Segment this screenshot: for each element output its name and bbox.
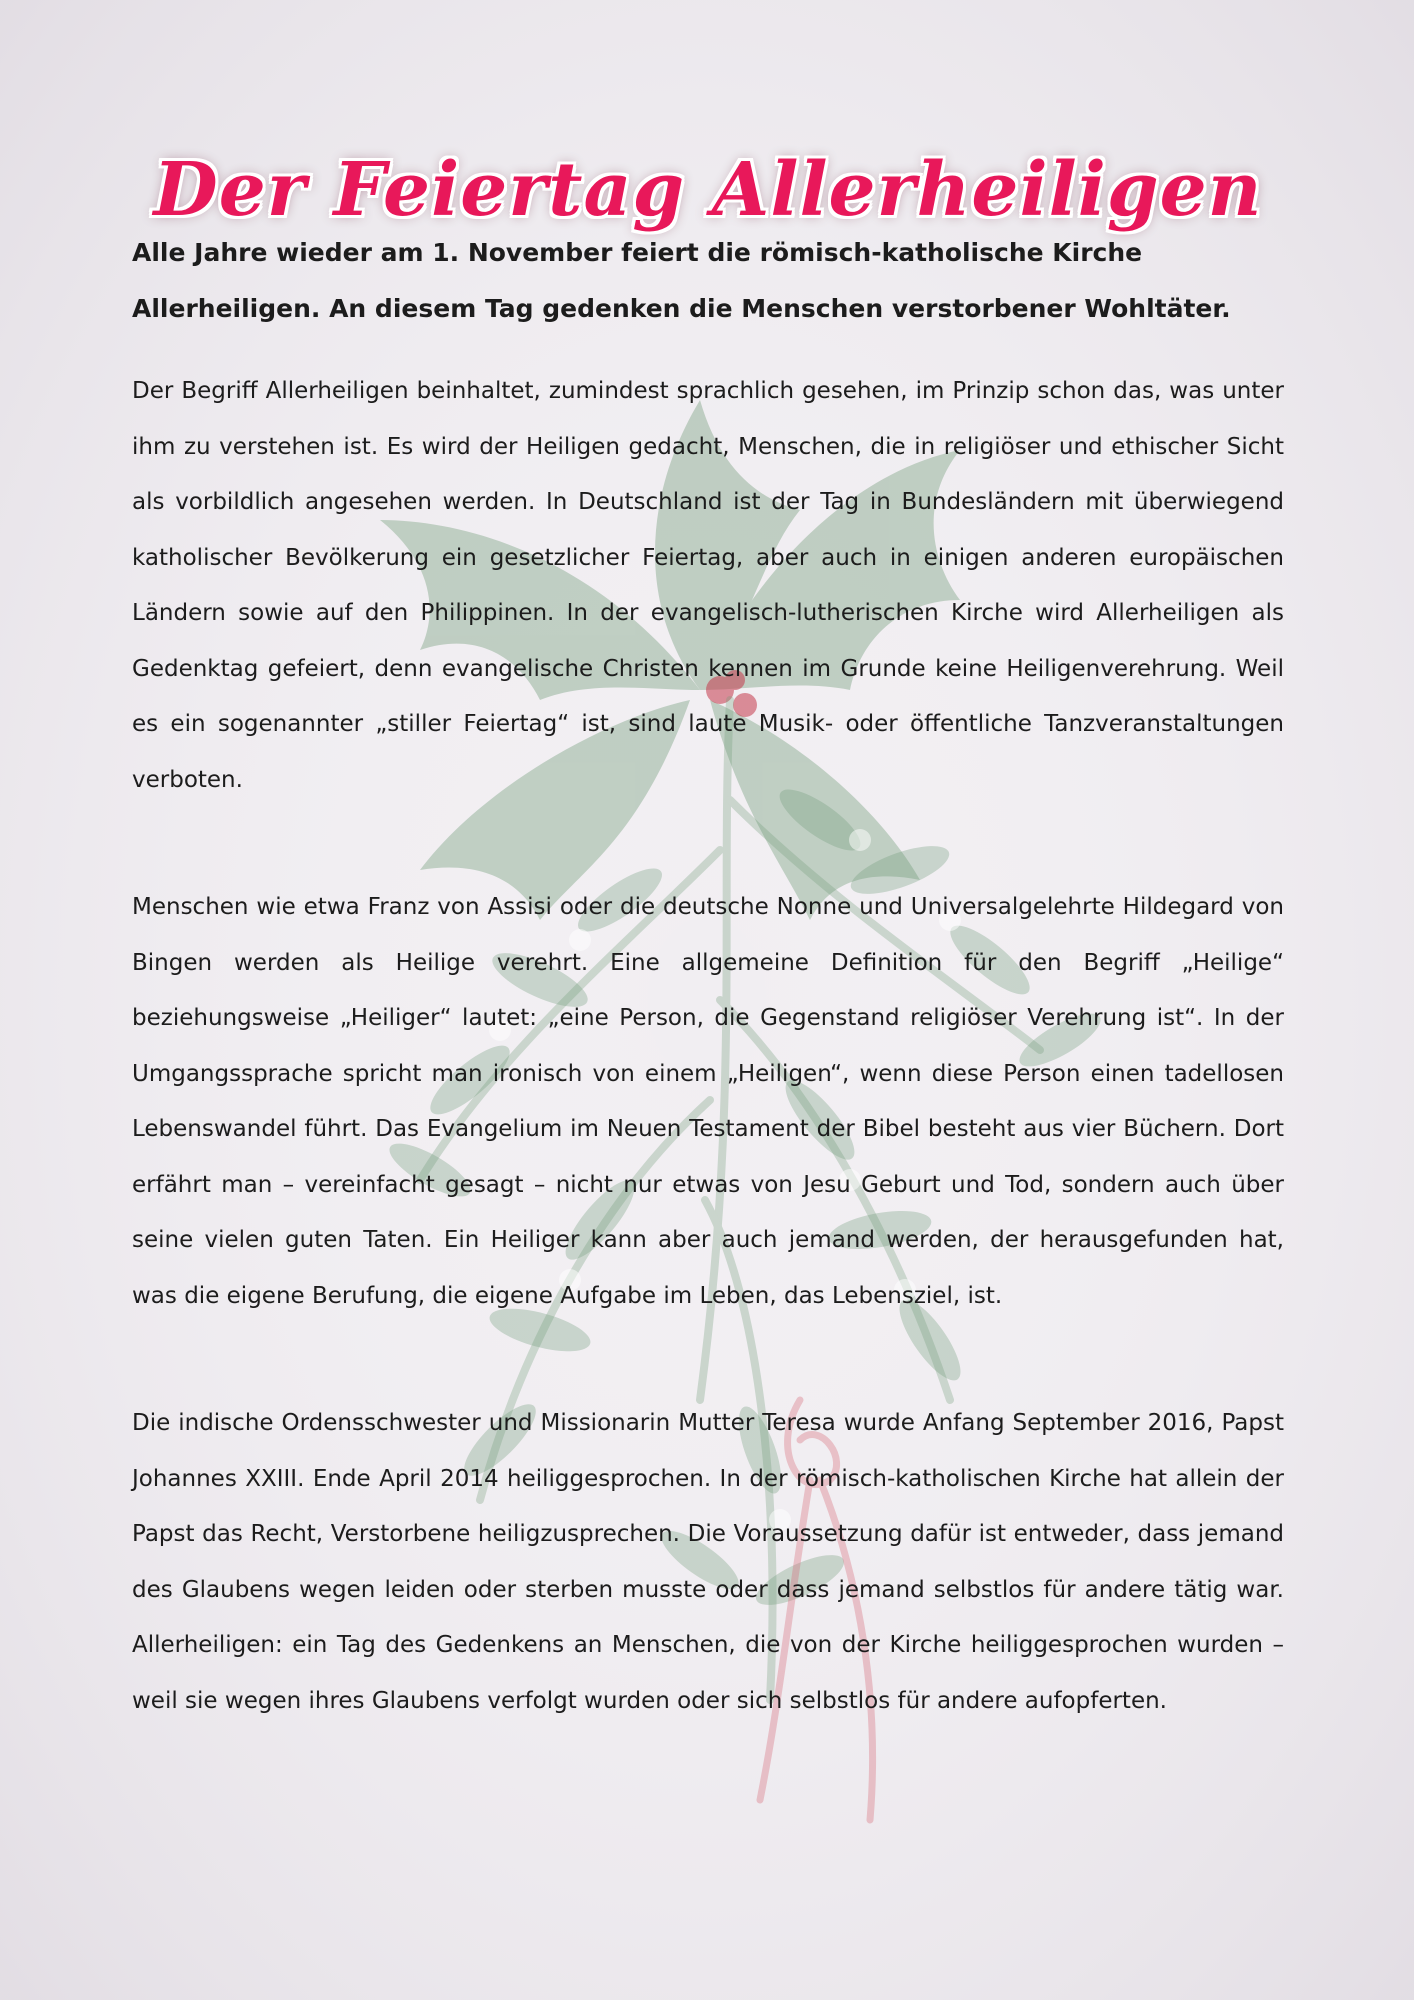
body-paragraph-2: Menschen wie etwa Franz von Assisi oder die deutsche Nonne und Universalgelehrte Hildegard von Bingen werden als Heilige verehrt. Eine allgemeine Definition für den Begriff „Heilige“ beziehungsweise „Heiliger“ lautet: „eine Person, die Gegenstand religiöser Verehrung ist“. In der Umgangssprache spricht man ironisch von einem „Heiligen“, wenn diese Person einen tadellosen Lebenswandel führt. Das Evangelium im Neuen Testament der Bibel besteht aus vier Büchern. Dort erfährt man – vereinfacht gesagt – nicht nur etwas von Jesu Geburt und Tod, sondern auch über seine vielen guten Taten. Ein Heiliger kann aber auch jemand werden, der herausgefunden hat, was die eigene Berufung, die eigene Aufgabe im Leben, das Lebensziel, ist. [132,894,1284,1309]
page-title: Der Feiertag Allerheiligen [153,146,1263,233]
body-paragraph-1: Der Begriff Allerheiligen beinhaltet, zumindest sprachlich gesehen, im Prinzip schon das, was unter ihm zu verstehen ist. Es wird der Heiligen gedacht, Menschen, die in religiöser und ethischer Sicht als vorbildlich angesehen werden. In Deutschland ist der Tag in Bundesländern mit überwiegend katholischer Bevölkerung ein gesetzlicher Feiertag, aber auch in einigen anderen europäischen Ländern sowie auf den Philippinen. In der evangelisch-lutherischen Kirche wird Allerheiligen als Gedenktag gefeiert, denn evangelische Christen kennen im Grunde keine Heiligenverehrung. Weil es ein sogenannter „stiller Feiertag“ ist, sind laute Musik- oder öffentliche Tanzveranstaltungen verboten. [132,378,1284,793]
body-paragraph-3: Die indische Ordensschwester und Missionarin Mutter Teresa wurde Anfang September 2016, Papst Johannes XXIII. Ende April 2014 heiliggesprochen. In der römisch-katholischen Kirche hat allein der Papst das Recht, Verstorbene heiligzusprechen. Die Voraussetzung dafür ist entweder, dass jemand des Glaubens wegen leiden oder sterben musste oder dass jemand selbstlos für andere tätig war. Allerheiligen: ein Tag des Gedenkens an Menschen, die von der Kirche heiliggesprochen wurden – weil sie wegen ihres Glaubens verfolgt wurden oder sich selbstlos für andere aufopferten. [132,1410,1284,1714]
lead-paragraph: Alle Jahre wieder am 1. November feiert die römisch-katholische Kirche Allerheiligen. An diesem Tag gedenken die Menschen verstorbener Wohltäter. [132,238,1231,323]
